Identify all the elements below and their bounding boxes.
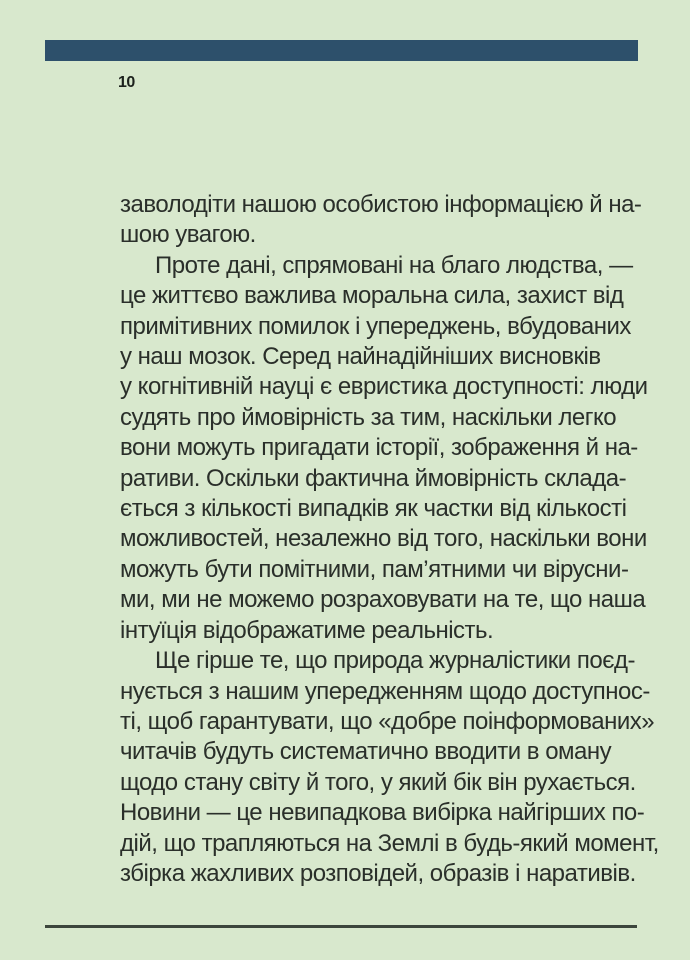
- text-line: шою увагою.: [120, 221, 256, 249]
- text-line: можливостей, незалежно від того, наскільки вони: [120, 525, 647, 553]
- text-line: ті, щоб гарантувати, що «добре поінформованих»: [120, 707, 655, 735]
- text-line: можуть бути помітними, пам’ятними чи вірусни-: [120, 555, 629, 583]
- text-line: заволодіти нашою особистою інформацією й на-: [120, 191, 642, 218]
- text-line: ративи. Оскільки фактична ймовірність склада-: [120, 464, 627, 492]
- text-line: читачів будуть систематично вводити в оману: [120, 738, 612, 766]
- text-line: дій, що трапляються на Землі в будь-який момент,: [120, 829, 659, 857]
- top-accent-bar: [45, 40, 638, 61]
- text-line: нується з нашим упередженням щодо доступнос-: [120, 677, 650, 705]
- text-line: інтуїція відображатиме реальність.: [120, 616, 494, 644]
- text-line: у когнітивній науці є евристика доступності: люди: [120, 373, 648, 401]
- text-line: ється з кількості випадків як частки від кількості: [120, 495, 627, 523]
- text-line: збірка жахливих розповідей, образів і наративів.: [120, 859, 636, 887]
- text-line: Ще гірше те, що природа журналістики поєд-: [155, 647, 635, 675]
- text-block: [120, 190, 659, 889]
- page-number: 10: [118, 74, 135, 91]
- text-line: у наш мозок. Серед найнадійніших висновків: [120, 343, 601, 371]
- text-line: судять про ймовірність за тим, наскільки легко: [120, 403, 617, 431]
- footer-rule: [45, 925, 637, 928]
- text-line: ми, ми не можемо розраховувати на те, що наша: [120, 586, 646, 614]
- text-line: примітивних помилок і упереджень, вбудованих: [120, 312, 631, 340]
- text-line: вони можуть пригадати історії, зображення й на-: [120, 434, 638, 462]
- text-line: щодо стану світу й того, у який бік він рухається.: [120, 768, 636, 796]
- text-line: це життєво важлива моральна сила, захист від: [120, 282, 624, 310]
- text-line: Новини — це невипадкова вибірка найгірших по-: [120, 799, 645, 827]
- text-line: Проте дані, спрямовані на благо людства, —: [155, 251, 633, 279]
